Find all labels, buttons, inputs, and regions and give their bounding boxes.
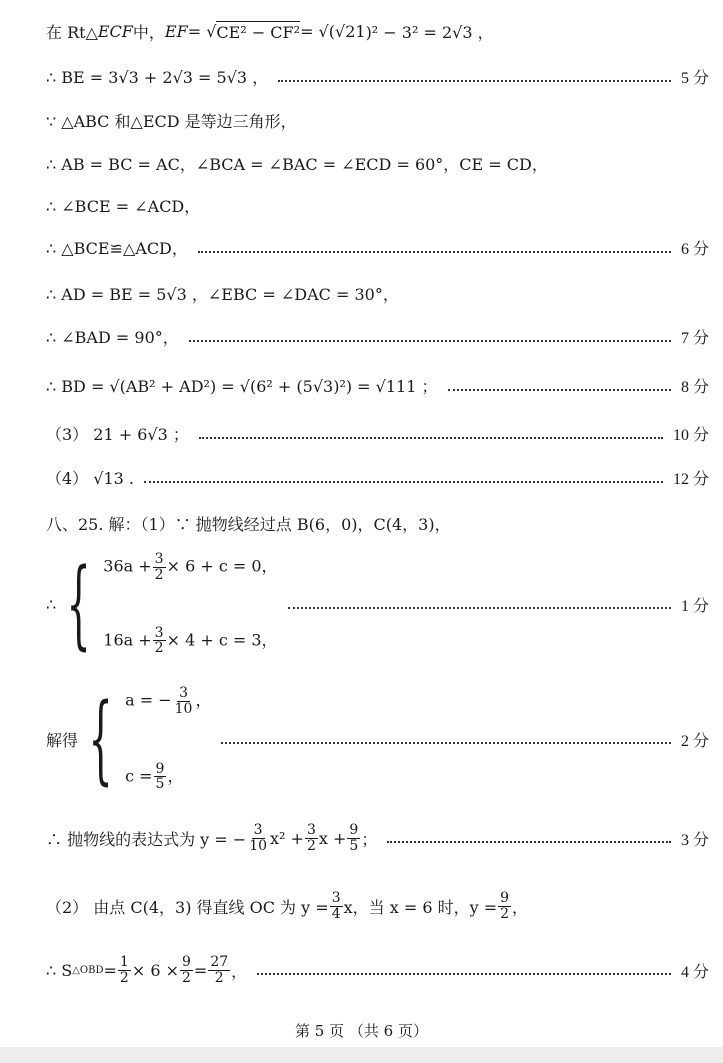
score: 5 分 — [680, 70, 709, 87]
fraction — [347, 823, 360, 853]
text: （2） 由点 C(4，3) 得直线 OC 为 y = — [46, 897, 329, 917]
text: )² − 3² = 2√3 ， — [365, 23, 494, 42]
line-oc — [46, 884, 709, 928]
text: ， — [167, 766, 184, 786]
text: （4） √13 . — [46, 469, 134, 488]
fraction — [247, 823, 269, 853]
text: ； — [361, 829, 378, 849]
dot-leader — [189, 340, 671, 342]
text: = √ — [187, 22, 217, 41]
score: 7 分 — [680, 330, 709, 347]
text: ∴ BD = √(AB² + AD²) = √(6² + (5√3)²) = √111 ； — [46, 377, 438, 396]
radicand: CE² − CF² — [216, 23, 301, 42]
dot-leader — [144, 481, 663, 483]
numerator: 9 — [155, 760, 165, 777]
text: 中， — [132, 23, 165, 42]
fraction — [154, 762, 167, 792]
numerator: 3 — [331, 889, 341, 906]
numerator: 9 — [500, 889, 510, 906]
fraction — [180, 955, 193, 985]
denominator: 5 — [349, 837, 359, 854]
system-row — [103, 552, 277, 582]
system — [46, 683, 212, 795]
line-q25 — [46, 512, 709, 535]
dot-leader — [221, 742, 671, 744]
text: x² + — [270, 828, 304, 848]
score: 4 分 — [680, 963, 709, 981]
subscript: △OBD — [72, 964, 104, 976]
fraction — [330, 891, 343, 921]
denominator: 2 — [306, 837, 316, 854]
system-row — [103, 626, 277, 656]
fraction — [153, 552, 166, 582]
text: ∴ — [46, 594, 57, 614]
fraction — [153, 626, 166, 656]
fraction — [208, 955, 230, 985]
denominator: 2 — [119, 969, 129, 986]
denominator: 2 — [500, 905, 510, 922]
fraction — [118, 955, 131, 985]
line-area — [46, 948, 709, 992]
fraction — [173, 686, 195, 716]
dot-leader — [278, 80, 671, 82]
dot-leader — [288, 607, 671, 609]
text: = — [103, 960, 117, 980]
text: ∴ 抛物线的表达式为 y = − — [46, 829, 247, 849]
text: ∵ △ABC 和△ECD 是等边三角形， — [46, 112, 297, 131]
system-rows — [103, 552, 277, 656]
numerator: 9 — [349, 821, 359, 838]
line-angle-bce — [46, 194, 709, 217]
text: x + — [318, 828, 347, 848]
text: 16a + — [103, 630, 152, 650]
text: ∴ △BCE≌△ACD， — [46, 239, 188, 258]
text: EF — [164, 22, 188, 41]
text: √21 — [335, 22, 366, 41]
line-bd — [46, 374, 709, 397]
text: = √( — [300, 22, 335, 41]
dot-leader — [387, 841, 671, 843]
text: c = — [125, 766, 153, 786]
text: x，当 x = 6 时，y = — [343, 897, 498, 917]
brace: { — [88, 683, 113, 795]
score: 2 分 — [680, 732, 709, 750]
text: ， — [512, 897, 529, 917]
text: 36a + — [103, 556, 152, 576]
text: （3） 21 + 6√3 ； — [46, 425, 189, 444]
numerator: 3 — [154, 551, 164, 567]
numerator: 3 — [179, 685, 188, 701]
line-ef — [46, 20, 709, 43]
denominator: 10 — [249, 837, 268, 854]
bottom-bar — [0, 1047, 723, 1063]
text: ， — [195, 690, 212, 710]
text: 在 Rt△ — [46, 23, 98, 42]
page-footer: 第 5 页 （共 6 页） — [295, 1022, 428, 1040]
denominator: 2 — [154, 566, 164, 583]
denominator: 10 — [174, 700, 193, 717]
brace: { — [66, 548, 91, 660]
denominator: 2 — [154, 640, 164, 657]
text: ECF — [97, 22, 133, 41]
dot-leader — [257, 973, 671, 975]
score: 12 分 — [672, 471, 709, 488]
text: = — [193, 960, 208, 980]
score: 6 分 — [680, 241, 709, 258]
line-part4 — [46, 466, 709, 489]
system-rows — [125, 686, 211, 792]
numerator: 3 — [306, 821, 316, 838]
text: ， — [231, 961, 248, 981]
numerator: 3 — [253, 821, 263, 838]
equation-system-2 — [46, 682, 709, 796]
text: ∴ AD = BE = 5√3 ，∠EBC = ∠DAC = 30°， — [46, 285, 399, 304]
denominator: 5 — [155, 776, 165, 793]
numerator: 27 — [210, 953, 229, 970]
score: 8 分 — [680, 379, 709, 396]
line-be — [46, 65, 709, 88]
score: 10 分 — [672, 427, 709, 444]
text: ∴ ∠BAD = 90°， — [46, 328, 179, 347]
numerator: 3 — [154, 624, 164, 641]
text: × 4 + c = 3， — [166, 630, 278, 650]
score: 1 分 — [680, 597, 709, 615]
line-congruent — [46, 236, 709, 259]
numerator: 9 — [182, 953, 191, 970]
text: ∴ S — [46, 960, 73, 980]
system-row — [125, 762, 211, 792]
line-equal-sides — [46, 152, 709, 175]
line-bad — [46, 325, 709, 348]
text: ∴ ∠BCE = ∠ACD， — [46, 197, 201, 216]
line-equilateral — [46, 109, 709, 132]
denominator: 2 — [182, 969, 191, 986]
text: × 6 × — [131, 960, 179, 980]
text: 解得 — [46, 730, 79, 750]
text: ∴ BE = 3√3 + 2√3 = 5√3 ， — [46, 68, 269, 87]
text: × 6 + c = 0， — [166, 556, 278, 576]
line-parabola — [46, 816, 709, 860]
score: 3 分 — [680, 831, 709, 849]
dot-leader — [448, 389, 671, 391]
dot-leader — [198, 251, 671, 253]
line-ad — [46, 282, 709, 305]
dot-leader — [199, 437, 663, 439]
line-part3 — [46, 422, 709, 445]
text: ∴ AB = BC = AC，∠BCA = ∠BAC = ∠ECD = 60°，CE = CD， — [46, 155, 548, 174]
denominator: 2 — [214, 969, 224, 986]
text: a = − — [125, 690, 172, 710]
denominator: 4 — [331, 905, 341, 922]
text: 八、25. 解：（1）∵ 抛物线经过点 B(6，0)，C(4，3)， — [46, 515, 451, 534]
numerator: 1 — [119, 953, 129, 970]
equation-system-1 — [46, 548, 709, 660]
fraction — [498, 891, 511, 921]
system — [46, 548, 278, 660]
system-row — [125, 686, 211, 716]
fraction — [305, 823, 318, 853]
